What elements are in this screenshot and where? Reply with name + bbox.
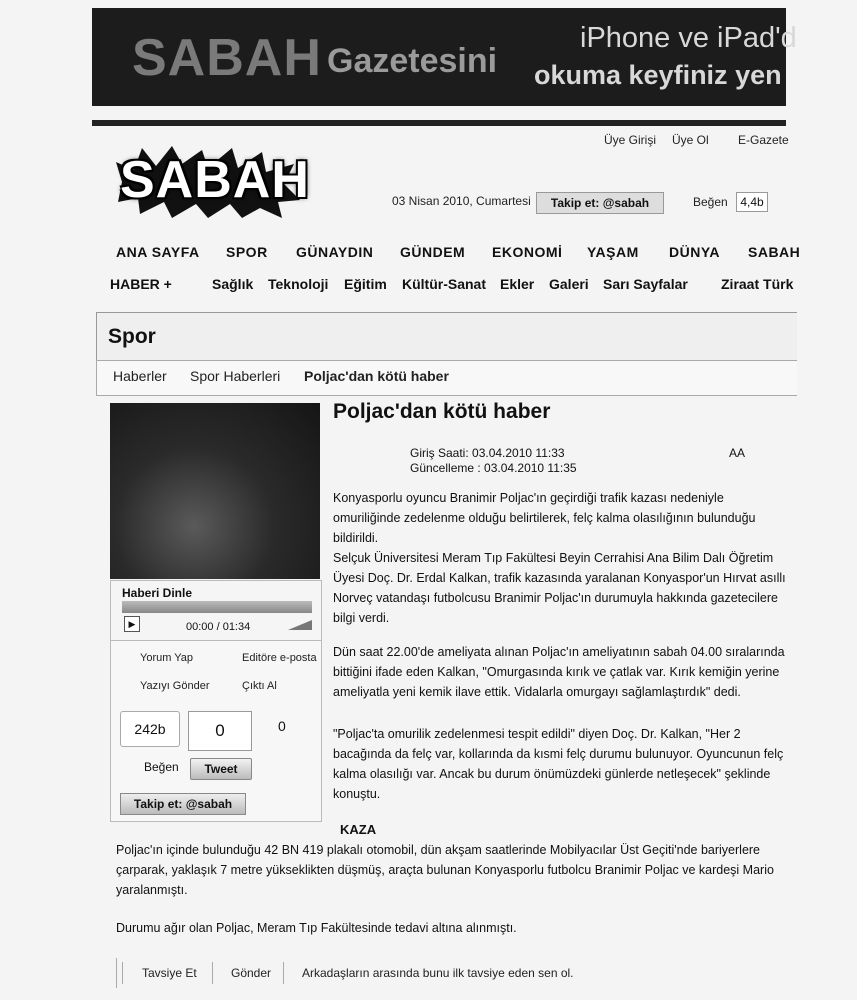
register-link[interactable]: Üye Ol <box>672 133 709 147</box>
nav-ana-sayfa[interactable]: ANA SAYFA <box>116 244 200 260</box>
email-editor-link[interactable]: Editöre e-posta <box>242 652 317 664</box>
article-subheading: KAZA <box>340 822 377 837</box>
nav-ekonomi[interactable]: EKONOMİ <box>492 244 563 260</box>
like-count: 4,4b <box>736 192 768 212</box>
nav-dunya[interactable]: DÜNYA <box>669 244 720 260</box>
header-divider <box>92 120 786 126</box>
banner-line-2: okuma keyfiniz yen <box>534 60 782 90</box>
nav-sari-sayfalar[interactable]: Sarı Sayfalar <box>603 276 688 292</box>
nav-egitim[interactable]: Eğitim <box>344 276 387 292</box>
nav-gundem[interactable]: GÜNDEM <box>400 244 466 260</box>
audio-progress-bar[interactable] <box>122 601 312 613</box>
entry-time: Giriş Saati: 03.04.2010 11:33 <box>410 446 565 460</box>
banner-logo: SABAH <box>132 29 322 87</box>
comment-link[interactable]: Yorum Yap <box>140 652 194 664</box>
send-article-link[interactable]: Yazıyı Gönder <box>140 680 210 692</box>
nav-spor[interactable]: SPOR <box>226 244 268 260</box>
nav-saglik[interactable]: Sağlık <box>212 276 254 292</box>
article-paragraph-3: Dün saat 22.00'de ameliyata alınan Poljac'ın ameliyatının sabah 04.00 sıralarında bittiğini ifade eden Kalkan, "Omurgasında kırık ve çatlak var. Kırık kemiğin yerine ameliyatla yeni kemik ilave ettik. Vidalarla omurgayı sağlamlaştırdık" dedi. <box>333 645 785 699</box>
recommend-note: Arkadaşların arasında bunu ilk tavsiye eden sen ol. <box>302 966 574 980</box>
breadcrumb-current: Poljac'dan kötü haber <box>304 368 449 384</box>
facebook-like-button[interactable]: Beğen <box>144 760 179 774</box>
update-time: Güncelleme : 03.04.2010 11:35 <box>410 461 577 475</box>
footer-divider <box>283 962 284 984</box>
e-gazete-link[interactable]: E-Gazete <box>738 133 789 147</box>
nav-haber-plus[interactable]: HABER + <box>110 276 172 292</box>
top-ad-banner[interactable] <box>92 8 797 106</box>
share-count: 0 <box>278 718 286 734</box>
nav-ekler[interactable]: Ekler <box>500 276 535 292</box>
recommend-button[interactable]: Tavsiye Et <box>142 966 197 980</box>
article-paragraph-5: Poljac'ın içinde bulunduğu 42 BN 419 plakalı otomobil, dün akşam saatlerinde Mobilyacılar Üst Geçiti'nde bariyerlere çarparak, yaklaşık 7 metre yükseklikten düşmüş, araçta bulunan Konyasporlu futbolcu Branimir Poljac ve kardeşi Mario yaralanmıştı. <box>116 843 774 897</box>
play-icon[interactable]: ▶ <box>124 616 140 632</box>
send-button[interactable]: Gönder <box>231 966 272 980</box>
footer-divider <box>212 962 213 984</box>
follow-twitter-button-sidebar[interactable]: Takip et: @sabah <box>120 793 246 815</box>
banner-line-1: iPhone ve iPad'd <box>580 22 797 54</box>
article-photo <box>110 403 320 579</box>
nav-sabah[interactable]: SABAH <box>748 244 801 260</box>
footer-divider <box>122 962 123 984</box>
article-paragraph-1: Konyasporlu oyuncu Branimir Poljac'ın geçirdiği trafik kazası nedeniyle omuriliğinde zedelenme olduğu belirtilerek, felç kalma olasılığının bulunduğu bildirildi. <box>333 491 756 545</box>
breadcrumb-spor-haberleri[interactable]: Spor Haberleri <box>190 368 281 384</box>
font-size-toggle[interactable]: AA <box>729 446 746 460</box>
nav-yasam[interactable]: YAŞAM <box>587 244 639 260</box>
nav-gunaydin[interactable]: GÜNAYDIN <box>296 244 374 260</box>
site-logo[interactable]: SABAH <box>120 151 310 209</box>
breadcrumb-haberler[interactable]: Haberler <box>113 368 167 384</box>
facebook-like-count: 242b <box>120 711 180 747</box>
article-paragraph-6: Durumu ağır olan Poljac, Meram Tıp Fakültesinde tedavi altına alınmıştı. <box>116 921 517 935</box>
banner-gazetesini: Gazetesini <box>327 42 498 80</box>
section-header <box>96 312 797 361</box>
current-date: 03 Nisan 2010, Cumartesi <box>392 194 531 208</box>
login-link[interactable]: Üye Girişi <box>604 133 657 147</box>
section-title: Spor <box>108 325 156 348</box>
nav-ziraat[interactable]: Ziraat Türk <box>721 276 794 292</box>
nav-galeri[interactable]: Galeri <box>549 276 589 292</box>
article-paragraph-2: Selçuk Üniversitesi Meram Tıp Fakültesi Beyin Cerrahisi Ana Bilim Dalı Öğretim Üyesi Doç. Dr. Erdal Kalkan, trafik kazasında yaralanan Konyaspor'un Hırvat asıllı Norveç vatandaşı futbolcusu Branimir Poljac'ın durumuyla hakkında gazetecilere bilgi verdi. <box>333 551 786 625</box>
tweet-button[interactable]: Tweet <box>190 758 252 780</box>
listen-label: Haberi Dinle <box>122 586 193 600</box>
article-headline: Poljac'dan kötü haber <box>333 400 551 423</box>
volume-icon[interactable] <box>288 620 312 630</box>
article-paragraph-4: "Poljac'ta omurilik zedelenmesi tespit edildi" diyen Doç. Dr. Kalkan, "Her 2 bacağında da felç var, kollarında da kısmi felç durumu bulunuyor. Oyuncunun felç kalma olasılığı var. Ancak bu durum önümüzdeki günlerde netleşecek" şeklinde konuştu. <box>333 727 784 801</box>
print-link[interactable]: Çıktı Al <box>242 680 277 692</box>
nav-teknoloji[interactable]: Teknoloji <box>268 276 329 292</box>
follow-twitter-button[interactable]: Takip et: @sabah <box>536 192 664 214</box>
nav-kultur-sanat[interactable]: Kültür-Sanat <box>402 276 486 292</box>
audio-time: 00:00 / 01:34 <box>186 621 251 633</box>
tweet-count: 0 <box>188 711 252 751</box>
like-label[interactable]: Beğen <box>693 195 728 209</box>
